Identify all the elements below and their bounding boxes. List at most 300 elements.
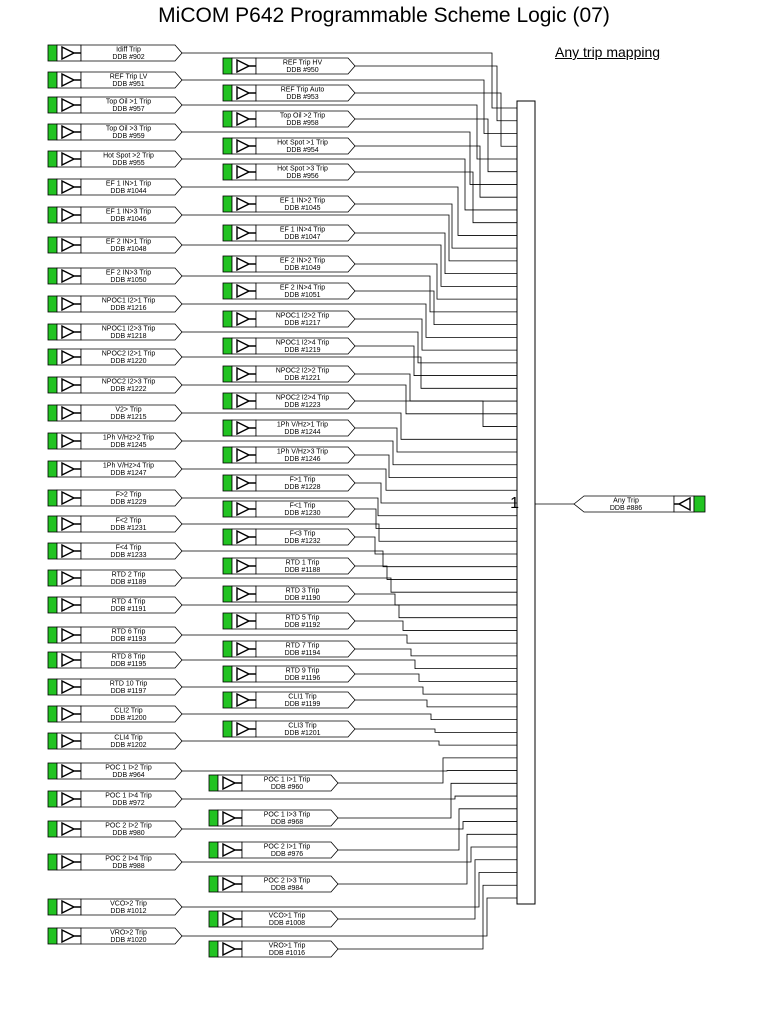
signal-name: NPOC1 I2>4 Trip (275, 339, 330, 347)
input-signal-icon (232, 85, 256, 101)
signal-source-box (223, 138, 232, 154)
signal-name: CLI2 Trip (114, 707, 143, 715)
input-signal-icon (232, 311, 256, 327)
signal-ddb: DDB #1020 (110, 937, 147, 944)
signal-wire (355, 233, 517, 274)
signal-source-box (48, 268, 57, 284)
signal-source-box (223, 558, 232, 574)
input-signal[interactable] (48, 821, 182, 837)
input-signal-icon (232, 256, 256, 272)
or-gate[interactable] (517, 101, 535, 904)
input-signal-icon (57, 349, 81, 365)
input-signal[interactable] (223, 366, 355, 382)
signal-source-box (48, 928, 57, 944)
input-signal-icon (57, 324, 81, 340)
input-signal-icon (218, 911, 242, 927)
signal-source-box (48, 543, 57, 559)
signal-name: V2> Trip (115, 406, 142, 414)
signal-wire (182, 796, 517, 799)
signal-wire (338, 809, 517, 850)
input-signal-icon (232, 475, 256, 491)
input-signal-icon (57, 461, 81, 477)
input-signal[interactable] (223, 338, 355, 354)
signal-source-box (223, 447, 232, 463)
input-signal-icon (57, 791, 81, 807)
signal-ddb: DDB #1012 (110, 908, 147, 915)
signal-wire (355, 291, 517, 325)
signal-ddb: DDB #976 (270, 851, 304, 858)
signal-name: POC 2 I>2 Trip (105, 822, 152, 830)
signal-source-box (209, 941, 218, 957)
signal-name: F<4 Trip (115, 544, 142, 552)
input-signal[interactable] (223, 586, 355, 602)
input-signal-icon (57, 97, 81, 113)
signal-source-box (223, 85, 232, 101)
input-signal-icon (57, 597, 81, 613)
input-signal-icon (57, 763, 81, 779)
signal-wire (355, 621, 517, 630)
signal-source-box (48, 377, 57, 393)
input-signal[interactable] (223, 692, 355, 708)
signal-source-box (48, 349, 57, 365)
signal-source-box (209, 876, 218, 892)
input-signal[interactable] (223, 613, 355, 629)
input-signal-icon (57, 543, 81, 559)
signal-wire (355, 594, 517, 605)
input-signal-icon (232, 283, 256, 299)
signal-ddb: DDB #1049 (284, 265, 321, 272)
signal-name: EF 2 IN>1 Trip (105, 238, 152, 246)
signal-name: RTD 6 Trip (111, 628, 146, 636)
signal-source-box (48, 461, 57, 477)
signal-source-box (48, 597, 57, 613)
input-signal[interactable] (48, 516, 182, 532)
input-signal[interactable] (48, 763, 182, 779)
signal-ddb: DDB #1202 (110, 742, 147, 749)
input-signal[interactable] (48, 97, 182, 113)
signal-name: CLI3 Trip (288, 722, 317, 730)
input-signal-icon (232, 338, 256, 354)
signal-name: EF 2 IN>3 Trip (105, 269, 152, 277)
input-signal[interactable] (223, 666, 355, 682)
signal-ddb: DDB #1216 (110, 305, 147, 312)
input-signal[interactable] (48, 733, 182, 749)
signal-ddb: DDB #964 (112, 772, 145, 779)
signal-name: POC 2 I>3 Trip (263, 877, 311, 885)
signal-ddb: DDB #1219 (284, 347, 321, 354)
signal-name: 1Ph V/Hz>2 Trip (102, 434, 155, 442)
signal-source-box (48, 899, 57, 915)
signal-ddb: DDB #980 (112, 830, 145, 837)
signal-source-box (223, 311, 232, 327)
input-signal[interactable] (48, 627, 182, 643)
input-signal-icon (218, 775, 242, 791)
input-signal[interactable] (48, 570, 182, 586)
input-signal-icon (232, 196, 256, 212)
signal-source-box (209, 842, 218, 858)
input-signal[interactable] (48, 72, 182, 88)
signal-name: EF 1 IN>3 Trip (105, 208, 152, 216)
input-signal-icon (57, 207, 81, 223)
signal-wire (338, 885, 517, 949)
signal-name: NPOC1 I2>1 Trip (101, 297, 156, 305)
signal-name: F>2 Trip (115, 491, 142, 499)
signal-name: RTD 4 Trip (111, 598, 146, 606)
signal-source-box (48, 179, 57, 195)
signal-ddb: DDB #956 (286, 173, 319, 180)
signal-ddb: DDB #1008 (268, 920, 306, 927)
input-signal-icon (57, 821, 81, 837)
input-signal[interactable] (223, 641, 355, 657)
signal-ddb: DDB #1220 (110, 358, 147, 365)
input-signal-icon (218, 810, 242, 826)
signal-name: REF Trip Auto (280, 86, 325, 94)
input-signal-icon (57, 679, 81, 695)
signal-source-box (48, 763, 57, 779)
signal-ddb: DDB #955 (112, 160, 145, 167)
signal-source-box (48, 151, 57, 167)
input-signal[interactable] (48, 706, 182, 722)
input-signal[interactable] (48, 652, 182, 668)
input-signal[interactable] (223, 529, 355, 545)
input-signal-icon (232, 529, 256, 545)
input-signal[interactable] (48, 679, 182, 695)
input-signal[interactable] (223, 311, 355, 327)
signal-name: RTD 10 Trip (109, 680, 148, 688)
input-signal[interactable] (223, 558, 355, 574)
signal-source-box (48, 516, 57, 532)
signal-source-box (223, 613, 232, 629)
input-signal[interactable] (223, 196, 355, 212)
signal-source-box (48, 72, 57, 88)
signal-ddb: DDB #950 (286, 67, 319, 74)
signal-source-box (223, 164, 232, 180)
signal-source-box (48, 237, 57, 253)
signal-name: POC 1 I>3 Trip (263, 811, 311, 819)
input-signal[interactable] (223, 256, 355, 272)
input-signal-icon (57, 627, 81, 643)
input-signal-icon (57, 652, 81, 668)
input-signal[interactable] (48, 377, 182, 393)
input-signal-icon (232, 138, 256, 154)
input-signal[interactable] (48, 237, 182, 253)
signal-ddb: DDB #1229 (110, 499, 147, 506)
input-signal-icon (232, 366, 256, 382)
diagram-subtitle: Any trip mapping (555, 44, 661, 60)
input-signal[interactable] (48, 268, 182, 284)
signal-wire (182, 741, 517, 745)
signal-name: VRO>2 Trip (110, 929, 147, 937)
signal-source-box (48, 854, 57, 870)
input-signal[interactable] (223, 447, 355, 463)
signal-name: VCO>2 Trip (110, 900, 147, 908)
signal-ddb: DDB #1047 (284, 234, 321, 241)
signal-ddb: DDB #1189 (110, 579, 147, 586)
input-signal-icon (57, 45, 81, 61)
input-signal[interactable] (48, 324, 182, 340)
signal-wire (355, 119, 517, 172)
signal-ddb: DDB #1246 (284, 456, 321, 463)
signal-ddb: DDB #972 (112, 800, 145, 807)
signal-source-box (223, 393, 232, 409)
input-signal[interactable] (48, 349, 182, 365)
signal-source-box (223, 283, 232, 299)
input-signal-icon (57, 490, 81, 506)
input-signal[interactable] (48, 433, 182, 449)
signal-name: NPOC2 I2>4 Trip (275, 394, 330, 402)
signal-name: F<2 Trip (115, 517, 142, 525)
input-signal-icon (232, 420, 256, 436)
input-signal[interactable] (48, 296, 182, 312)
signal-ddb: DDB #960 (270, 784, 304, 791)
signal-source-box (48, 207, 57, 223)
signal-wire (355, 566, 517, 579)
input-signal-icon (232, 666, 256, 682)
signal-ddb: DDB #988 (112, 863, 145, 870)
signal-name: POC 2 I>4 Trip (105, 855, 152, 863)
signal-name: RTD 5 Trip (285, 614, 320, 622)
input-signal-icon (232, 641, 256, 657)
input-signal-icon (57, 237, 81, 253)
signal-source-box (48, 296, 57, 312)
input-signal-icon (57, 268, 81, 284)
signal-ddb: DDB #1228 (284, 484, 321, 491)
input-signal[interactable] (48, 899, 182, 915)
input-signal-icon (232, 164, 256, 180)
signal-source-box (48, 124, 57, 140)
signal-name: EF 2 IN>4 Trip (279, 284, 326, 292)
signal-name: Top Oil >3 Trip (105, 125, 152, 133)
signal-wire (355, 319, 517, 350)
signal-name: EF 2 IN>2 Trip (279, 257, 326, 265)
input-signal[interactable] (48, 179, 182, 195)
input-signal-icon (232, 613, 256, 629)
signal-name: POC 2 I>1 Trip (263, 843, 311, 851)
signal-name: REF Trip LV (109, 73, 148, 81)
input-signal[interactable] (48, 543, 182, 559)
signal-ddb: DDB #984 (270, 885, 304, 892)
input-signal[interactable] (209, 810, 338, 826)
input-signal[interactable] (223, 283, 355, 299)
signal-ddb: DDB #1193 (110, 636, 147, 643)
signal-ddb: DDB #1048 (110, 246, 147, 253)
signal-ddb: DDB #1218 (110, 333, 147, 340)
signal-source-box (223, 256, 232, 272)
signal-wire (182, 714, 517, 720)
signal-source-box (48, 706, 57, 722)
signal-name: Hot Spot >1 Trip (277, 139, 328, 147)
signal-source-box (48, 45, 57, 61)
signal-name: NPOC2 I2>1 Trip (101, 350, 156, 358)
input-signal[interactable] (223, 393, 355, 409)
input-signal[interactable] (48, 597, 182, 613)
input-signal[interactable] (48, 490, 182, 506)
signal-name: VRO>1 Trip (268, 942, 306, 950)
input-signal-icon (57, 570, 81, 586)
signal-name: CLI4 Trip (114, 734, 143, 742)
input-signal[interactable] (223, 225, 355, 241)
signal-source-box (48, 490, 57, 506)
input-signal[interactable] (209, 775, 338, 791)
signal-ddb: DDB #1188 (284, 567, 321, 574)
signal-source-box (223, 366, 232, 382)
signal-source-box (48, 627, 57, 643)
input-signal-icon (232, 558, 256, 574)
signal-ddb: DDB #1245 (110, 442, 147, 449)
signal-ddb: DDB #1191 (110, 606, 147, 613)
signal-ddb: DDB #1223 (284, 402, 321, 409)
signal-name: EF 1 IN>4 Trip (279, 226, 326, 234)
signal-source-box (223, 666, 232, 682)
signal-ddb: DDB #1197 (110, 688, 147, 695)
signal-wire (338, 783, 517, 818)
signal-name: NPOC2 I2>2 Trip (275, 367, 330, 375)
input-signal[interactable] (48, 928, 182, 944)
input-signal-icon (57, 179, 81, 195)
signal-source-box (48, 679, 57, 695)
signal-name: VCO>1 Trip (268, 912, 306, 920)
signal-wire (355, 374, 517, 401)
signal-ddb: DDB #1232 (284, 538, 321, 545)
signal-ddb: DDB #1195 (110, 661, 147, 668)
signal-ddb: DDB #957 (112, 106, 145, 113)
input-signal[interactable] (48, 207, 182, 223)
signal-name: RTD 1 Trip (285, 559, 320, 567)
input-signal[interactable] (48, 124, 182, 140)
signal-wire (355, 483, 517, 503)
signal-ddb: DDB #1200 (110, 715, 147, 722)
signal-name: 1Ph V/Hz>3 Trip (276, 448, 329, 456)
input-signal-icon (57, 706, 81, 722)
input-signal-icon (232, 501, 256, 517)
signal-ddb: DDB #1244 (284, 429, 321, 436)
input-signal[interactable] (48, 151, 182, 167)
signal-source-box (48, 791, 57, 807)
input-signal-icon (232, 393, 256, 409)
signal-source-box (223, 501, 232, 517)
input-signal[interactable] (223, 58, 355, 74)
input-signal-icon (57, 516, 81, 532)
signal-ddb: DDB #1201 (284, 730, 321, 737)
input-signal[interactable] (48, 405, 182, 421)
signal-source-box (209, 911, 218, 927)
signal-name: NPOC1 I2>2 Trip (275, 312, 330, 320)
output-signal-any-trip[interactable] (574, 496, 705, 512)
signal-source-box (223, 475, 232, 491)
input-signal-icon (57, 377, 81, 393)
signal-ddb: DDB #968 (270, 819, 304, 826)
input-signal-icon (218, 941, 242, 957)
input-signal-icon (232, 58, 256, 74)
input-signal[interactable] (223, 85, 355, 101)
signal-ddb: DDB #1215 (110, 414, 147, 421)
signal-ddb: DDB #1199 (284, 701, 321, 708)
input-signal[interactable] (223, 475, 355, 491)
input-signal[interactable] (209, 941, 338, 957)
input-signal[interactable] (48, 45, 182, 61)
signal-name: REF Trip HV (282, 59, 323, 67)
signal-source-box (209, 775, 218, 791)
signal-ddb: DDB #951 (112, 81, 145, 88)
signal-source-box (223, 225, 232, 241)
signal-ddb: DDB #953 (286, 94, 319, 101)
signal-wire (355, 428, 517, 452)
input-signal-icon (57, 296, 81, 312)
input-signal[interactable] (209, 842, 338, 858)
signal-name: F<3 Trip (289, 530, 316, 538)
input-signal-icon (57, 928, 81, 944)
output-name: Any Trip (613, 497, 639, 505)
input-signal[interactable] (209, 911, 338, 927)
input-signal[interactable] (223, 501, 355, 517)
signal-source-box (223, 586, 232, 602)
input-signal[interactable] (48, 854, 182, 870)
signal-ddb: DDB #1050 (110, 277, 147, 284)
signal-ddb: DDB #1231 (110, 525, 147, 532)
signal-source-box (48, 405, 57, 421)
signal-wire (355, 649, 517, 656)
input-signal-icon (232, 447, 256, 463)
input-signal[interactable] (48, 791, 182, 807)
signal-ddb: DDB #958 (286, 120, 319, 127)
signal-name: F>1 Trip (289, 476, 316, 484)
input-signal-icon (57, 151, 81, 167)
signal-name: NPOC1 I2>3 Trip (101, 325, 156, 333)
signal-source-box (223, 529, 232, 545)
input-signal-icon (218, 842, 242, 858)
signal-source-box (223, 196, 232, 212)
signal-ddb: DDB #1233 (110, 552, 147, 559)
input-signal-icon (218, 876, 242, 892)
signal-name: RTD 9 Trip (285, 667, 320, 675)
input-signal-icon (232, 586, 256, 602)
input-signal-icon (232, 111, 256, 127)
input-signal-icon (57, 899, 81, 915)
input-signal-icon (57, 733, 81, 749)
signal-name: NPOC2 I2>3 Trip (101, 378, 156, 386)
input-signal[interactable] (223, 111, 355, 127)
signal-wire (355, 93, 517, 146)
signal-ddb: DDB #1045 (284, 205, 321, 212)
signal-source-box (209, 810, 218, 826)
signal-ddb: DDB #1051 (284, 292, 321, 299)
input-signal-icon (232, 225, 256, 241)
signal-source-box (223, 338, 232, 354)
input-signal[interactable] (223, 420, 355, 436)
signal-wire (355, 204, 517, 248)
signal-name: Top Oil >2 Trip (279, 112, 326, 120)
signal-source-box (48, 433, 57, 449)
signal-ddb: DDB #1230 (284, 510, 321, 517)
signal-ddb: DDB #954 (286, 147, 319, 154)
signal-wire (338, 860, 517, 919)
signal-name: POC 1 I>1 Trip (263, 776, 311, 784)
input-signal[interactable] (223, 721, 355, 737)
input-signal[interactable] (209, 876, 338, 892)
signal-source-box (223, 692, 232, 708)
input-signal-icon (232, 721, 256, 737)
signal-source-box (223, 58, 232, 74)
input-signal[interactable] (48, 461, 182, 477)
input-signal[interactable] (223, 164, 355, 180)
output-signal-icon (674, 496, 694, 512)
input-signal[interactable] (223, 138, 355, 154)
signal-source-box (223, 721, 232, 737)
signal-source-box (223, 111, 232, 127)
signal-ddb: DDB #1044 (110, 188, 147, 195)
signal-name: CLI1 Trip (288, 693, 317, 701)
signal-source-box (223, 420, 232, 436)
